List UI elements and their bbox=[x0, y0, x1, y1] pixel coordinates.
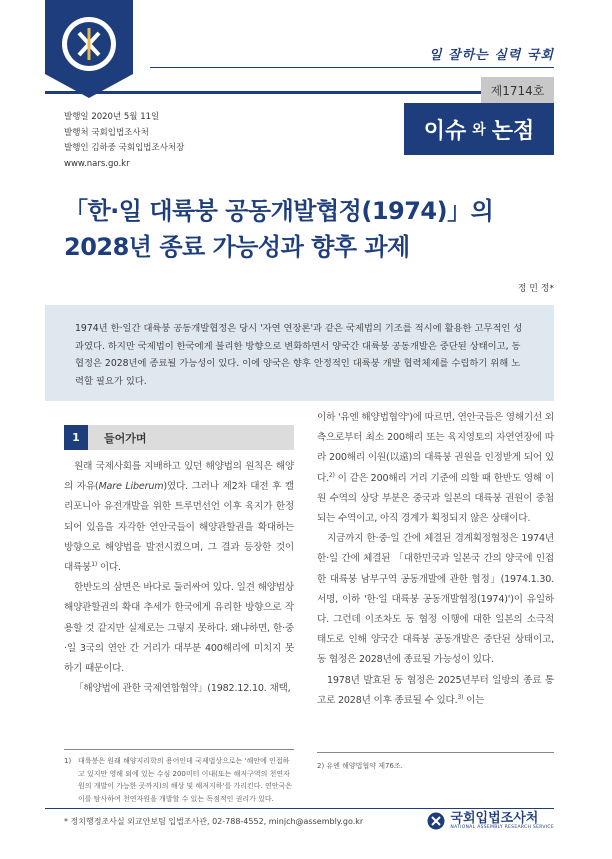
author: 정 민 정* bbox=[517, 284, 554, 294]
section-heading bbox=[64, 425, 294, 450]
pub-website[interactable]: www.nars.go.kr bbox=[64, 158, 130, 169]
pub-publisher: 발행처 국회입법조사처 bbox=[64, 127, 149, 138]
series-label bbox=[404, 103, 554, 155]
org-emblem-icon bbox=[427, 812, 445, 830]
footnote-ref-2[interactable]: 2) bbox=[328, 471, 335, 479]
right-paragraph-3: 1978년 발효된 동 협정은 2025년부터 일방의 종료 통고로 2028년 이후 종료될 수 있다.$^{3)}$ 이는 bbox=[317, 674, 554, 706]
footnote-1 bbox=[64, 755, 294, 805]
right-paragraph-1: 이하 '유엔 해양법협약')에 따르면, 연안국들은 영해기선 외측으로부터 최소 200해리 또는 육지영토의 자연연장에 따라 200해리 이원(以遠)의 대륙붕 권원을 인정받게 되어 있다.$^{2)}$ 이 같은 200해리 거리 기준에 의할 때 한반도 영해 이원 수역의 상당 부분은 중국과 일본의 대륙붕 권원이 중첩되는 수역이고, 아직 경계가 획정되지 않은 상태이다. bbox=[317, 412, 554, 525]
header-rule bbox=[150, 67, 554, 68]
footnote-divider-left bbox=[64, 749, 294, 750]
section-number: 1 bbox=[64, 425, 88, 450]
issue-number: 제1714호 bbox=[490, 83, 545, 98]
right-column bbox=[317, 408, 554, 711]
author-contact: * 정치행정조사실 외교안보팀 입법조사관, 02-788-4552, minjch@assembly.go.kr bbox=[64, 817, 364, 826]
footnote-1-text: 대륙붕은 원래 해양지리학의 용어인데 국제법상으로는 '해안에 인접하고 있지만 영해 외에 있는 수심 200미터 이내(또는 해저구역의 천연자원의 개발이 가능한 곳까지)의 해상 및 해저지하'를 가리킨다. 연안국은 이를 탐사하여 천연자원을 개발할 수 있는 독점적인 권리가 있다. bbox=[78, 757, 293, 803]
header-bar bbox=[45, 91, 554, 94]
left-paragraph-3: 「해양법에 관한 국제연합협약」(1982.12.10. 채택, bbox=[74, 683, 291, 695]
left-paragraph-2: 한반도의 삼면은 바다로 둘러싸여 있다. 일견 해양법상 해양관할권의 확대 추세가 한국에게 유리한 방향으로 작용할 것 같지만 실제로는 그렇지 못하다. 왜냐하면, 한·중·일 3국의 연안 간 거리가 대부분 400해리에 미치지 못하기 때문이다. bbox=[64, 582, 294, 675]
title-line-1: 「한·일 대륙붕 공동개발협정(1974)」의 bbox=[64, 197, 494, 225]
issue-number-badge bbox=[481, 77, 554, 103]
section-title: 들어가며 bbox=[104, 431, 147, 445]
publication-info bbox=[64, 110, 184, 172]
footnote-1-number: 1) bbox=[64, 757, 72, 765]
left-paragraph-1: 원래 국제사회를 지배하고 있던 해양법의 원칙은 해양의 자유(Mare Liberum)였다. 그러나 제2차 대전 후 캘리포니아 유전개발을 위한 트루먼선언 이후 육지가 한정되어 있음을 자각한 연안국들이 해양관할권을 확대하는 방향으로 해양법을 발전시켰으며, 그 결과 등장한 것이 대륙붕$^{1)}$ 이다. bbox=[64, 461, 294, 574]
series-sub: 논점 bbox=[491, 118, 535, 144]
series-main: 이슈 bbox=[423, 118, 467, 144]
summary-box: 1974년 한·일간 대륙붕 공동개발협정은 당시 '자연 연장론'과 같은 국제법의 기조를 적시에 활용한 고무적인 성과였다. 하지만 국제법이 한국에게 불리한 방향으로 변화하면서 양국간 대륙붕 공동개발은 중단된 상태이고, 동 협정은 2028년에 종료될 가능성이 있다. 이에 양국은 향후 안정적인 대륙붕 개발 협력체제를 수립하기 위해 노력할 필요가 있다. bbox=[45, 305, 554, 401]
footer-org-logo bbox=[427, 812, 554, 830]
footer-rule bbox=[45, 808, 554, 809]
left-column bbox=[64, 457, 294, 699]
series-and: 와 bbox=[472, 122, 486, 138]
document-title bbox=[64, 193, 564, 265]
footnote-divider-right bbox=[317, 752, 554, 753]
footnote-ref-3[interactable]: 3) bbox=[457, 693, 464, 701]
pub-issuer: 발행인 김하중 국회입법조사처장 bbox=[64, 143, 185, 153]
footnote-ref-1[interactable]: 1) bbox=[91, 560, 97, 568]
footnote-2: 2) 유엔 해양법협약 제76조. bbox=[317, 762, 403, 770]
title-line-2: 2028년 종료 가능성과 향후 과제 bbox=[64, 233, 410, 261]
org-name: 국회입법조사처 bbox=[450, 811, 539, 826]
org-subtitle: NATIONAL ASSEMBLY RESEARCH SERVICE bbox=[450, 825, 554, 830]
slogan: 일 잘하는 실력 국회 bbox=[428, 48, 554, 63]
assembly-logo bbox=[45, 0, 133, 98]
right-paragraph-2: 지금까지 한·중·일 간에 체결된 경계획정협정은 1974년 한·일 간에 체결된 「대한민국과 일본국 간의 양국에 인접한 대륙붕 남부구역 공동개발에 관한 협정」(1974.1.30. 서명, 이하 '한·일 대륙붕 공동개발협정(1974)')이 유일하다. 그런데 이조차도 동 협정 이행에 대한 일본의 소극적 태도로 인해 양국간 대륙붕 공동개발은 중단된 상태이고, 동 협정은 2028년에 종료될 가능성이 있다. bbox=[317, 533, 554, 666]
pub-date: 발행일 2020년 5월 11일 bbox=[64, 112, 160, 122]
